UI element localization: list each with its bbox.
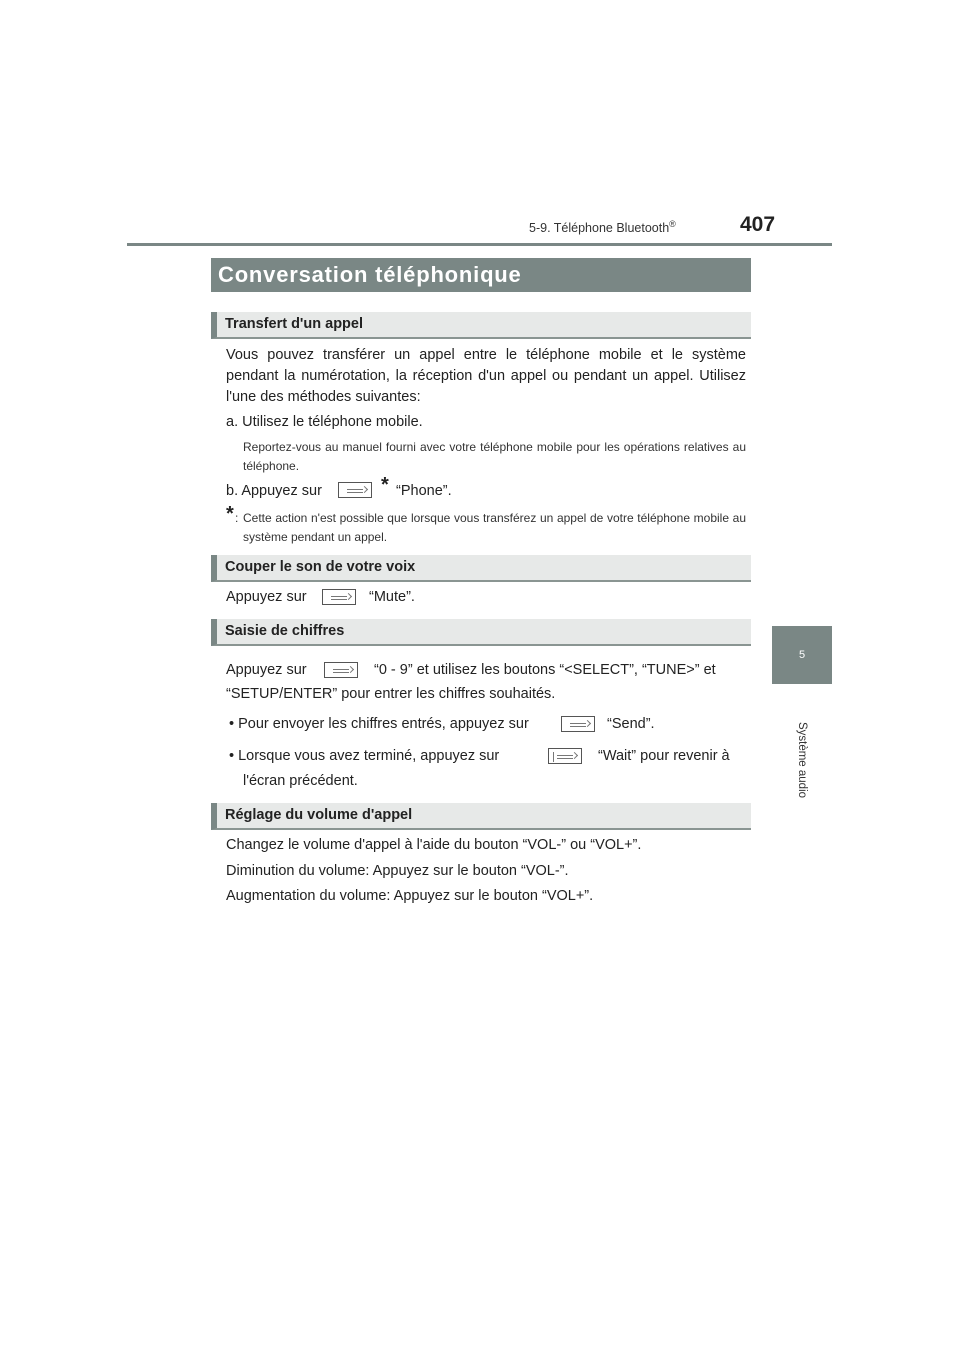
mute-suffix: “Mute”. bbox=[369, 589, 415, 605]
mute-prefix: Appuyez sur bbox=[226, 589, 307, 605]
volume-line3: Augmentation du volume: Appuyez sur le bouton “VOL+”. bbox=[226, 888, 594, 904]
footnote-text: Cette action n'est possible que lorsque vous transférez un appel de votre téléphone mobile au système pendant un appel. bbox=[243, 511, 746, 544]
footnote-asterisk: * bbox=[381, 474, 389, 496]
section-heading-transfer: Transfert d'un appel bbox=[211, 312, 751, 339]
send-button[interactable] bbox=[561, 716, 595, 732]
section-heading-digits: Saisie de chiffres bbox=[211, 619, 751, 646]
arrow-icon bbox=[347, 489, 363, 493]
digits-bullet1-suffix: “Send”. bbox=[607, 716, 655, 732]
digits-line1-suffix: “0 - 9” et utilisez les boutons “<SELECT”, “TUNE>” et bbox=[374, 662, 716, 678]
page-title: Conversation téléphonique bbox=[211, 258, 751, 292]
digits-bullet2-line2: l'écran précédent. bbox=[243, 773, 358, 789]
arrow-icon bbox=[557, 755, 573, 759]
transfer-step-b-prefix: b. Appuyez sur bbox=[226, 483, 322, 499]
footnote-marker: * bbox=[226, 503, 234, 525]
phone-button[interactable] bbox=[338, 482, 372, 498]
volume-line2: Diminution du volume: Appuyez sur le bouton “VOL-”. bbox=[226, 863, 569, 879]
arrow-icon bbox=[331, 596, 347, 600]
header-rule bbox=[127, 243, 832, 246]
transfer-intro: Vous pouvez transférer un appel entre le téléphone mobile et le système pendant la numérotation, la réception d'un appel ou pendant un appel. Utilisez l'une des méthodes suivantes: bbox=[226, 347, 746, 405]
page-number: 407 bbox=[740, 213, 776, 236]
section-title: 5-9. Téléphone Bluetooth® bbox=[529, 219, 676, 236]
digits-line2: “SETUP/ENTER” pour entrer les chiffres souhaités. bbox=[226, 686, 556, 702]
digits-bullet2-suffix: “Wait” pour revenir à bbox=[598, 748, 730, 764]
digits-bullet2-prefix: • Lorsque vous avez terminé, appuyez sur bbox=[229, 748, 500, 764]
digits-line1-prefix: Appuyez sur bbox=[226, 662, 307, 678]
digits-button[interactable] bbox=[324, 662, 358, 678]
volume-line1: Changez le volume d'appel à l'aide du bouton “VOL-” ou “VOL+”. bbox=[226, 837, 642, 853]
section-heading-volume: Réglage du volume d'appel bbox=[211, 803, 751, 830]
chapter-label: Système audio bbox=[796, 721, 808, 799]
arrow-icon bbox=[333, 669, 349, 673]
mute-button[interactable] bbox=[322, 589, 356, 605]
chapter-tab[interactable]: 5 bbox=[772, 626, 832, 684]
digits-bullet1-prefix: • Pour envoyer les chiffres entrés, appuyez sur bbox=[229, 716, 529, 732]
footnote-colon: : bbox=[235, 511, 239, 525]
wait-button[interactable] bbox=[548, 748, 582, 764]
registered-mark: ® bbox=[669, 219, 676, 229]
section-heading-mute: Couper le son de votre voix bbox=[211, 555, 751, 582]
transfer-step-b-suffix: “Phone”. bbox=[396, 483, 452, 499]
transfer-step-a-note: Reportez-vous au manuel fourni avec votre téléphone mobile pour les opérations relatives au téléphone. bbox=[243, 440, 746, 473]
transfer-step-a: a. Utilisez le téléphone mobile. bbox=[226, 414, 423, 430]
arrow-icon bbox=[570, 723, 586, 727]
